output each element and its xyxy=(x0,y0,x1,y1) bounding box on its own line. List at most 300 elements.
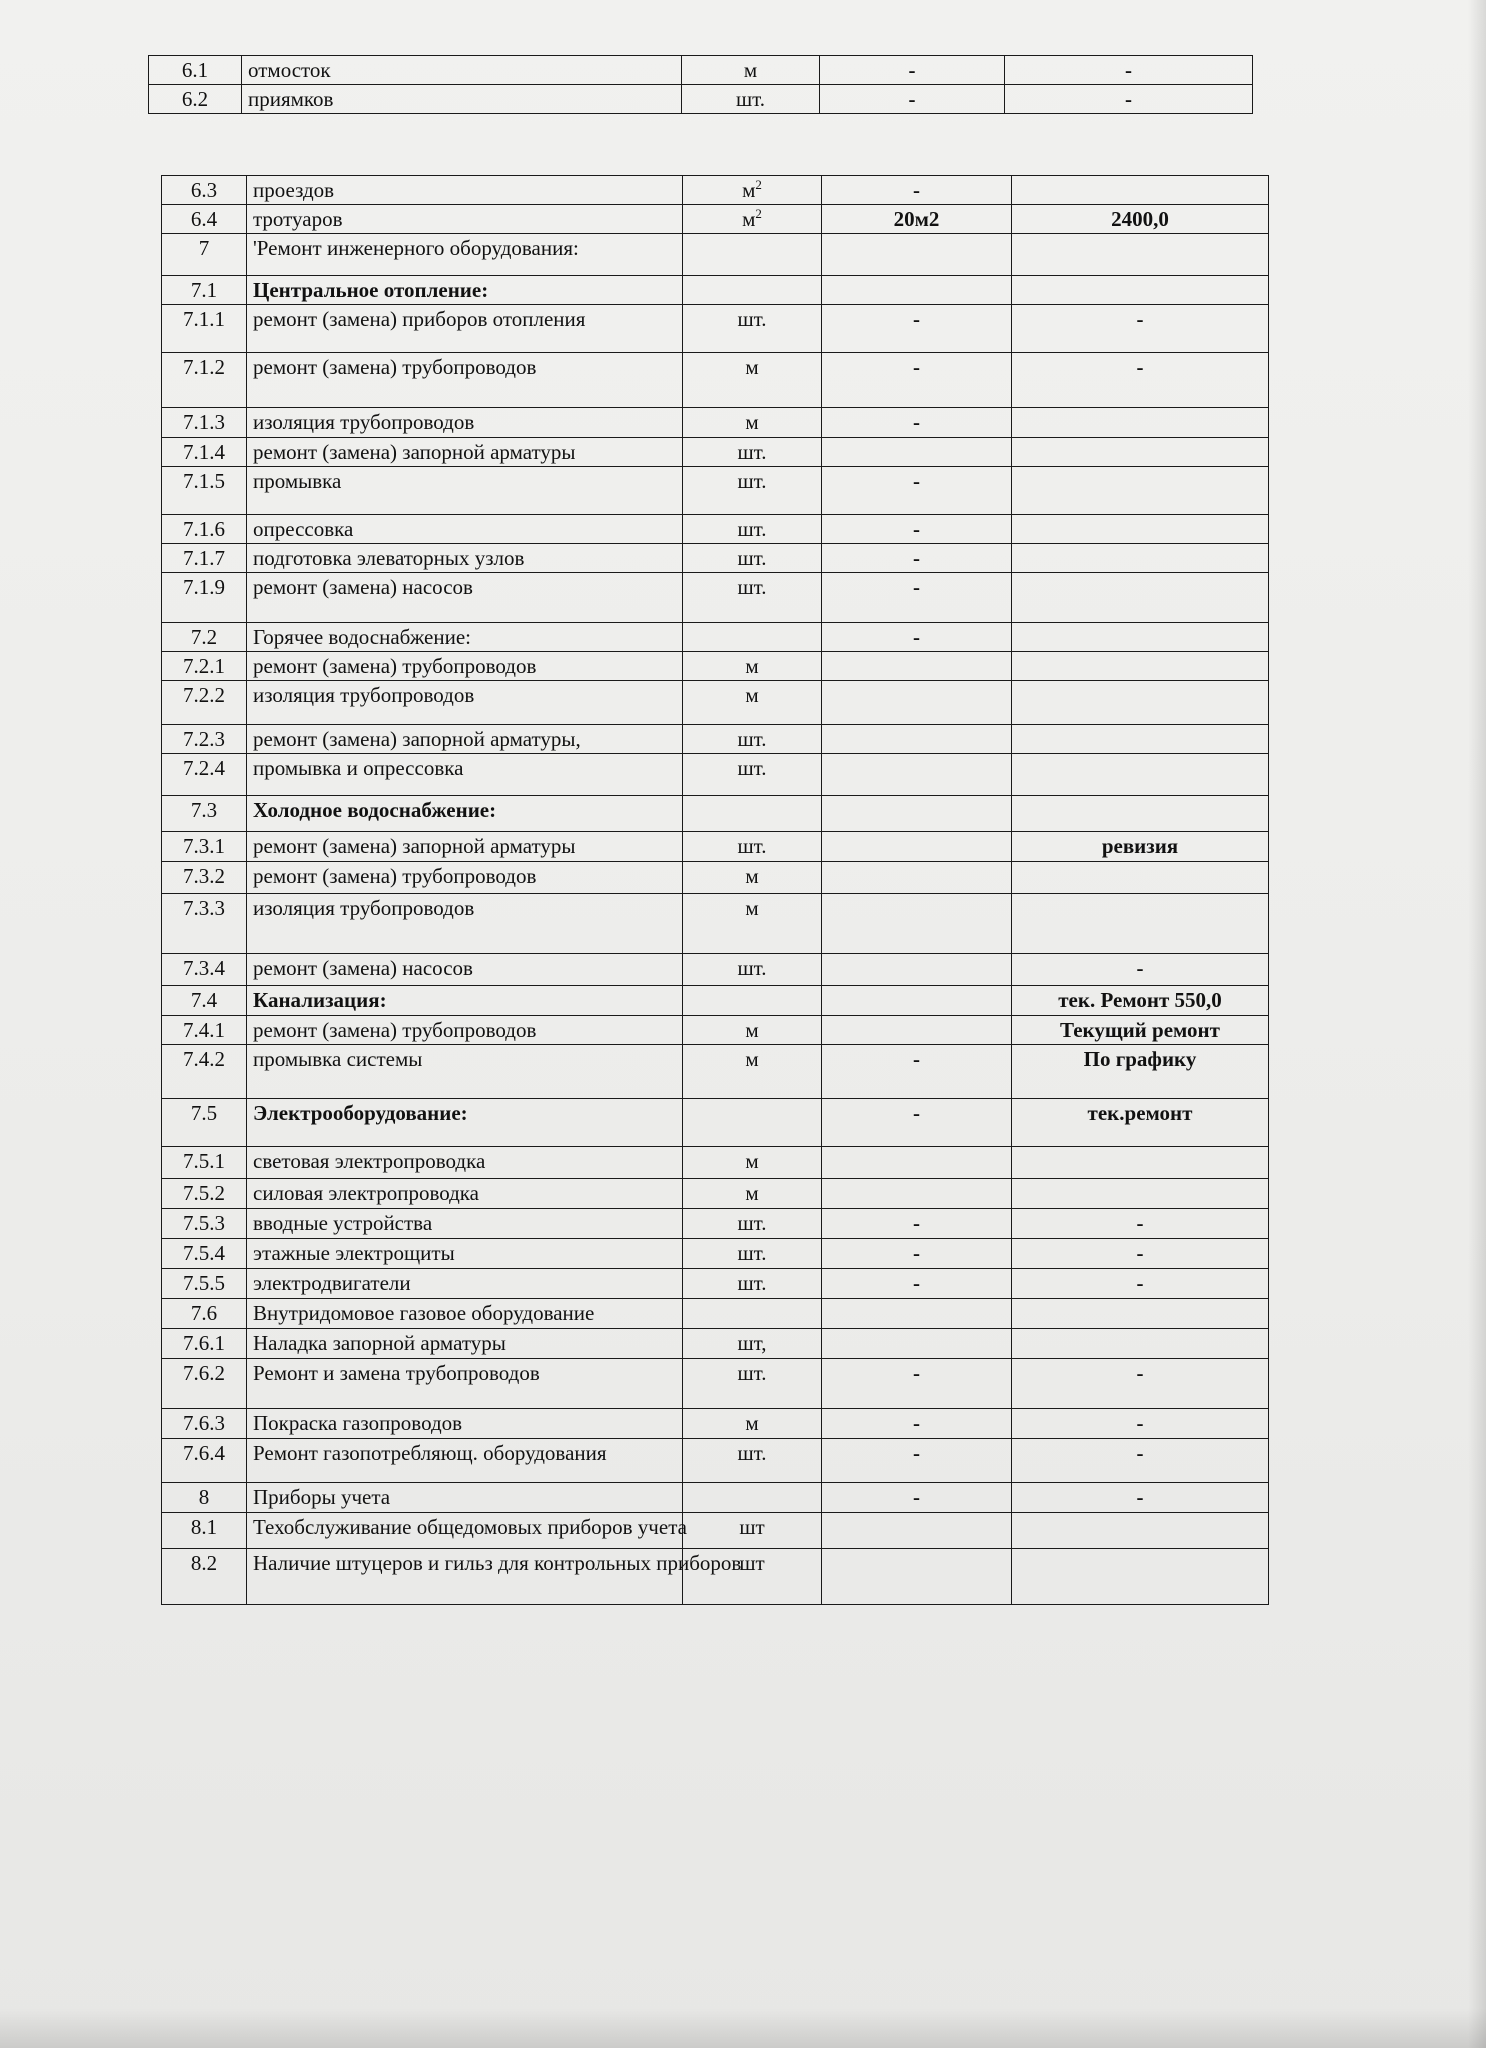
volume-value-text: - xyxy=(913,355,920,380)
cost-or-note-value-text: - xyxy=(1136,1210,1144,1235)
unit-of-measure xyxy=(683,276,822,305)
work-item-name xyxy=(247,1482,683,1512)
unit-of-measure xyxy=(683,832,822,861)
work-item-name-text: Покраска газопроводов xyxy=(253,1410,463,1435)
row-number-text: 6.3 xyxy=(190,178,218,202)
unit-of-measure xyxy=(683,543,822,572)
work-item-name xyxy=(247,1238,683,1268)
unit-of-measure xyxy=(683,652,822,681)
row-number-text: 7.6 xyxy=(190,1300,218,1325)
volume-value-text: - xyxy=(913,1100,920,1125)
unit-of-measure-text: шт. xyxy=(737,307,767,332)
work-item-name-text: ремонт (замена) трубопроводов xyxy=(253,355,537,380)
row-number xyxy=(162,893,247,953)
work-item-name xyxy=(247,725,683,754)
unit-of-measure xyxy=(683,1482,822,1512)
cost-or-note-value xyxy=(1005,56,1253,85)
volume-value-text: - xyxy=(913,545,920,570)
unit-of-measure xyxy=(683,725,822,754)
top-table-fragment xyxy=(148,55,1253,114)
table-row xyxy=(162,437,1269,466)
unit-of-measure-text: шт xyxy=(739,1514,765,1539)
table-row xyxy=(162,514,1269,543)
volume-value-text: - xyxy=(913,1410,920,1435)
unit-of-measure xyxy=(682,85,820,114)
cost-or-note-value-text: - xyxy=(1125,58,1132,82)
unit-of-measure-text: м xyxy=(745,863,759,888)
cost-or-note-value xyxy=(1012,572,1269,622)
unit-of-measure xyxy=(683,622,822,651)
cost-or-note-value xyxy=(1012,1548,1269,1604)
cost-or-note-value xyxy=(1012,514,1269,543)
unit-of-measure xyxy=(683,1268,822,1298)
work-item-name xyxy=(247,1015,683,1044)
volume-value xyxy=(822,276,1012,305)
volume-value xyxy=(822,234,1012,276)
unit-of-measure-text: м xyxy=(745,355,759,380)
row-number xyxy=(162,1438,247,1482)
work-item-name-text: изоляция трубопроводов xyxy=(253,683,475,708)
row-number-text: 7.3.4 xyxy=(183,955,225,980)
unit-of-measure-text: м xyxy=(745,1180,759,1205)
work-item-name-text: изоляция трубопроводов xyxy=(253,895,475,920)
volume-value xyxy=(822,1146,1012,1178)
unit-of-measure xyxy=(683,1328,822,1358)
cost-or-note-value xyxy=(1012,543,1269,572)
volume-value xyxy=(820,56,1005,85)
work-item-name-text: ремонт (замена) насосов xyxy=(253,955,473,980)
unit-of-measure xyxy=(683,1512,822,1548)
volume-value xyxy=(822,1358,1012,1408)
row-number-text: 7.1.2 xyxy=(183,355,225,380)
work-item-name-text: ремонт (замена) трубопроводов xyxy=(253,654,537,679)
unit-of-measure-text: шт, xyxy=(737,1330,767,1355)
unit-of-measure-text: м xyxy=(745,410,759,435)
row-number-text: 8 xyxy=(198,1484,210,1509)
unit-of-measure xyxy=(683,1208,822,1238)
table-row xyxy=(162,176,1269,205)
cost-or-note-value-text: - xyxy=(1136,1440,1144,1465)
volume-value xyxy=(822,1015,1012,1044)
table-row xyxy=(162,353,1269,408)
row-number xyxy=(162,861,247,893)
row-number xyxy=(162,466,247,514)
work-item-name-text: подготовка элеваторных узлов xyxy=(253,545,525,570)
cost-or-note-value xyxy=(1012,985,1269,1015)
cost-or-note-value-text: - xyxy=(1136,1360,1144,1385)
volume-value xyxy=(822,1512,1012,1548)
table-row xyxy=(162,408,1269,437)
unit-of-measure xyxy=(683,1146,822,1178)
volume-value xyxy=(822,1438,1012,1482)
work-item-name-text: Наладка запорной арматуры xyxy=(253,1330,506,1355)
row-number xyxy=(162,1298,247,1328)
table-row xyxy=(162,572,1269,622)
work-item-name xyxy=(247,572,683,622)
cost-or-note-value xyxy=(1012,622,1269,651)
volume-value xyxy=(822,985,1012,1015)
work-item-name xyxy=(247,276,683,305)
volume-value-text: - xyxy=(913,1240,920,1265)
cost-or-note-value xyxy=(1012,205,1269,234)
work-item-name xyxy=(247,1268,683,1298)
volume-value xyxy=(822,205,1012,234)
row-number xyxy=(162,622,247,651)
table-row xyxy=(162,1298,1269,1328)
cost-or-note-value xyxy=(1012,305,1269,353)
unit-of-measure-text: шт. xyxy=(735,87,766,112)
table-row xyxy=(162,543,1269,572)
cost-or-note-value-text: ревизия xyxy=(1101,834,1179,859)
row-number xyxy=(162,652,247,681)
volume-value xyxy=(822,832,1012,861)
row-number xyxy=(162,725,247,754)
row-number xyxy=(162,985,247,1015)
work-item-name xyxy=(247,985,683,1015)
table-row xyxy=(162,861,1269,893)
cost-or-note-value-text: - xyxy=(1136,1240,1144,1265)
work-item-name-text: силовая электропроводка xyxy=(253,1180,479,1205)
row-number xyxy=(162,276,247,305)
row-number xyxy=(162,796,247,832)
table-row xyxy=(162,305,1269,353)
row-number-text: 7.5.3 xyxy=(183,1210,225,1235)
cost-or-note-value xyxy=(1012,861,1269,893)
table-row xyxy=(162,1358,1269,1408)
cost-or-note-value xyxy=(1012,796,1269,832)
cost-or-note-value-text: - xyxy=(1136,355,1144,380)
table-row xyxy=(162,953,1269,985)
unit-of-measure xyxy=(683,1044,822,1098)
cost-or-note-value-text: Текущий ремонт xyxy=(1060,1017,1220,1042)
unit-of-measure xyxy=(683,1408,822,1438)
row-number xyxy=(149,85,242,114)
row-number-text: 7.5.2 xyxy=(183,1180,225,1205)
row-number-text: 7.2.1 xyxy=(183,654,225,679)
work-item-name xyxy=(247,305,683,353)
row-number xyxy=(162,408,247,437)
unit-of-measure-text: м xyxy=(742,178,756,202)
table-row xyxy=(162,1482,1269,1512)
cost-or-note-value xyxy=(1005,85,1253,114)
volume-value xyxy=(822,796,1012,832)
volume-value xyxy=(822,1208,1012,1238)
row-number-text: 7.3 xyxy=(190,798,218,823)
volume-value xyxy=(822,681,1012,725)
volume-value xyxy=(822,1408,1012,1438)
cost-or-note-value-text: - xyxy=(1136,1484,1144,1509)
row-number xyxy=(162,681,247,725)
table-row xyxy=(162,796,1269,832)
volume-value xyxy=(822,1482,1012,1512)
row-number-text: 7.3.2 xyxy=(183,863,225,888)
row-number-text: 7.5.5 xyxy=(183,1270,225,1295)
work-item-name-text: изоляция трубопроводов xyxy=(253,410,475,435)
table-row xyxy=(162,1044,1269,1098)
volume-value-text: - xyxy=(913,516,920,541)
volume-value xyxy=(822,622,1012,651)
row-number xyxy=(162,1238,247,1268)
unit-of-measure xyxy=(683,205,822,234)
work-item-name-text: ремонт (замена) запорной арматуры xyxy=(253,834,576,859)
work-item-name xyxy=(247,1298,683,1328)
cost-or-note-value-text: 2400,0 xyxy=(1111,207,1169,232)
row-number-text: 7.1.4 xyxy=(183,439,225,464)
unit-of-measure-text: м xyxy=(745,1046,759,1071)
row-number-text: 7.1.1 xyxy=(183,307,225,332)
cost-or-note-value xyxy=(1012,1238,1269,1268)
row-number-text: 7.2.2 xyxy=(183,683,225,708)
table-row xyxy=(162,466,1269,514)
work-item-name-text: ремонт (замена) приборов отопления xyxy=(253,307,586,332)
work-item-name-text: Внутридомовое газовое оборудование xyxy=(253,1300,595,1325)
work-item-name-text: Ремонт и замена трубопроводов xyxy=(253,1360,540,1385)
volume-value xyxy=(822,543,1012,572)
unit-of-measure xyxy=(683,1298,822,1328)
work-item-name xyxy=(247,1208,683,1238)
unit-superscript: 2 xyxy=(755,177,762,192)
work-item-name xyxy=(247,1358,683,1408)
volume-value xyxy=(822,305,1012,353)
unit-of-measure xyxy=(683,1358,822,1408)
unit-of-measure-text: м xyxy=(743,58,758,82)
unit-of-measure xyxy=(683,437,822,466)
unit-of-measure xyxy=(683,796,822,832)
work-item-name-text: ремонт (замена) трубопроводов xyxy=(253,1017,537,1042)
work-item-name xyxy=(247,176,683,205)
table-row xyxy=(149,85,1253,114)
volume-value xyxy=(822,437,1012,466)
unit-of-measure xyxy=(683,861,822,893)
unit-of-measure-text: шт. xyxy=(737,727,767,752)
unit-of-measure xyxy=(683,514,822,543)
cost-or-note-value xyxy=(1012,754,1269,796)
unit-of-measure xyxy=(683,985,822,1015)
work-item-name-text: Холодное водоснабжение: xyxy=(253,798,497,823)
table-row xyxy=(162,1098,1269,1146)
unit-of-measure xyxy=(683,1438,822,1482)
table-row xyxy=(162,754,1269,796)
work-item-name xyxy=(247,1178,683,1208)
row-number-text: 7.4 xyxy=(190,987,218,1012)
work-item-name xyxy=(247,1328,683,1358)
row-number xyxy=(162,205,247,234)
unit-of-measure-text: м xyxy=(742,207,756,232)
unit-of-measure-text: шт. xyxy=(737,574,767,599)
row-number-text: 6.2 xyxy=(181,87,209,112)
row-number-text: 7.1.3 xyxy=(183,410,225,435)
page-edge-shadow xyxy=(1468,0,1486,2048)
row-number xyxy=(162,1146,247,1178)
work-item-name xyxy=(247,205,683,234)
unit-of-measure-text: м xyxy=(745,654,759,679)
cost-or-note-value xyxy=(1012,953,1269,985)
unit-of-measure-text: шт. xyxy=(737,955,767,980)
main-table xyxy=(161,175,1269,1605)
work-item-name-text: опрессовка xyxy=(253,516,354,541)
work-item-name-text: ремонт (замена) трубопроводов xyxy=(253,863,537,888)
cost-or-note-value xyxy=(1012,1512,1269,1548)
unit-of-measure-text: шт. xyxy=(737,1240,767,1265)
cost-or-note-value-text: - xyxy=(1125,87,1132,112)
row-number-text: 7.1.7 xyxy=(183,545,225,570)
row-number xyxy=(162,1044,247,1098)
volume-value xyxy=(822,176,1012,205)
row-number-text: 7.6.4 xyxy=(183,1440,225,1465)
unit-of-measure xyxy=(683,1238,822,1268)
work-item-name xyxy=(247,1098,683,1146)
work-item-name-text: промывка xyxy=(253,468,342,493)
row-number-text: 7.6.2 xyxy=(183,1360,225,1385)
row-number-text: 7.3.3 xyxy=(183,895,225,920)
work-item-name-text: световая электропроводка xyxy=(253,1148,486,1173)
table-row xyxy=(162,1015,1269,1044)
work-item-name xyxy=(247,466,683,514)
unit-of-measure xyxy=(683,893,822,953)
unit-of-measure xyxy=(683,353,822,408)
unit-of-measure-text: шт. xyxy=(737,439,767,464)
row-number xyxy=(162,1208,247,1238)
table-row xyxy=(162,234,1269,276)
work-item-name xyxy=(247,1044,683,1098)
cost-or-note-value xyxy=(1012,1438,1269,1482)
table-row xyxy=(162,893,1269,953)
work-item-name xyxy=(247,1512,687,1548)
row-number-text: 8.2 xyxy=(190,1550,218,1575)
volume-value-text: - xyxy=(913,410,920,435)
row-number-text: 7.4.1 xyxy=(183,1017,225,1042)
row-number-text: 7.6.3 xyxy=(183,1410,225,1435)
unit-of-measure xyxy=(683,408,822,437)
work-item-name xyxy=(247,832,683,861)
work-item-name xyxy=(247,893,683,953)
volume-value-text: - xyxy=(913,1440,920,1465)
work-item-name xyxy=(242,85,682,114)
work-item-name-text: Наличие штуцеров и гильз для контрольных приборов xyxy=(253,1550,742,1575)
unit-of-measure-text: шт xyxy=(739,1550,765,1575)
row-number-text: 7 xyxy=(198,236,210,261)
work-item-name-text: Электрооборудование: xyxy=(253,1100,468,1125)
table-row xyxy=(162,622,1269,651)
work-item-name-text: Техобслуживание общедомовых приборов учета xyxy=(253,1514,687,1539)
unit-of-measure xyxy=(683,681,822,725)
volume-value-text: - xyxy=(913,1210,920,1235)
cost-or-note-value xyxy=(1012,1298,1269,1328)
volume-value-text: - xyxy=(913,307,920,332)
row-number xyxy=(162,176,247,205)
volume-value xyxy=(822,652,1012,681)
work-item-name-text: вводные устройства xyxy=(253,1210,433,1235)
volume-value-text: - xyxy=(913,178,920,202)
volume-value xyxy=(822,754,1012,796)
table-row xyxy=(162,1268,1269,1298)
work-item-name-text: Центральное отопление: xyxy=(253,278,489,303)
cost-or-note-value xyxy=(1012,1358,1269,1408)
cost-or-note-value-text: тек.ремонт xyxy=(1087,1100,1193,1125)
row-number xyxy=(162,305,247,353)
volume-value xyxy=(822,514,1012,543)
volume-value-text: - xyxy=(913,468,920,493)
cost-or-note-value xyxy=(1012,1408,1269,1438)
row-number xyxy=(162,1098,247,1146)
table-row xyxy=(162,1512,1269,1548)
volume-value-text: - xyxy=(913,1046,920,1071)
table-row xyxy=(162,1208,1269,1238)
table-row xyxy=(162,985,1269,1015)
row-number xyxy=(162,754,247,796)
table-row xyxy=(162,1438,1269,1482)
volume-value xyxy=(822,572,1012,622)
cost-or-note-value xyxy=(1012,1328,1269,1358)
table-row xyxy=(162,832,1269,861)
volume-value xyxy=(822,893,1012,953)
row-number-text: 7.5 xyxy=(190,1100,218,1125)
work-item-name-text: этажные электрощиты xyxy=(253,1240,455,1265)
work-item-name xyxy=(247,681,683,725)
row-number xyxy=(162,1408,247,1438)
row-number xyxy=(162,353,247,408)
row-number xyxy=(162,1512,247,1548)
row-number xyxy=(162,572,247,622)
work-item-name xyxy=(247,408,683,437)
work-item-name-text: Канализация: xyxy=(253,987,387,1012)
row-number xyxy=(162,1268,247,1298)
row-number xyxy=(162,514,247,543)
work-item-name-text: Приборы учета xyxy=(253,1484,391,1509)
unit-of-measure xyxy=(683,1098,822,1146)
work-item-name xyxy=(247,353,683,408)
cost-or-note-value xyxy=(1012,893,1269,953)
volume-value xyxy=(822,1178,1012,1208)
unit-of-measure xyxy=(683,572,822,622)
cost-or-note-value xyxy=(1012,1098,1269,1146)
row-number xyxy=(162,437,247,466)
row-number xyxy=(162,1178,247,1208)
row-number xyxy=(162,543,247,572)
volume-value-text: - xyxy=(913,1484,920,1509)
work-item-name-text: отмосток xyxy=(248,58,331,82)
unit-of-measure-text: м xyxy=(745,1410,759,1435)
volume-value xyxy=(822,1328,1012,1358)
cost-or-note-value-text: - xyxy=(1136,1410,1144,1435)
volume-value xyxy=(822,953,1012,985)
unit-superscript: 2 xyxy=(755,206,762,222)
row-number xyxy=(162,1358,247,1408)
table-row xyxy=(162,652,1269,681)
work-item-name xyxy=(247,1408,683,1438)
unit-of-measure xyxy=(683,953,822,985)
unit-of-measure xyxy=(683,234,822,276)
work-item-name-text: приямков xyxy=(248,87,334,112)
row-number xyxy=(162,1328,247,1358)
page-bottom-shadow xyxy=(0,2008,1486,2048)
row-number xyxy=(162,832,247,861)
unit-of-measure-text: шт. xyxy=(737,1440,767,1465)
row-number-text: 6.1 xyxy=(181,58,209,82)
row-number-text: 7.2 xyxy=(190,624,218,649)
cost-or-note-value xyxy=(1012,725,1269,754)
work-item-name-text: промывка системы xyxy=(253,1046,423,1071)
work-item-name xyxy=(247,861,683,893)
unit-of-measure xyxy=(682,56,820,85)
cost-or-note-value xyxy=(1012,1015,1269,1044)
work-item-name-text: промывка и опрессовка xyxy=(253,756,464,781)
cost-or-note-value xyxy=(1012,681,1269,725)
work-item-name xyxy=(247,796,683,832)
work-item-name xyxy=(247,543,683,572)
cost-or-note-value xyxy=(1012,1268,1269,1298)
row-number xyxy=(162,1548,247,1604)
